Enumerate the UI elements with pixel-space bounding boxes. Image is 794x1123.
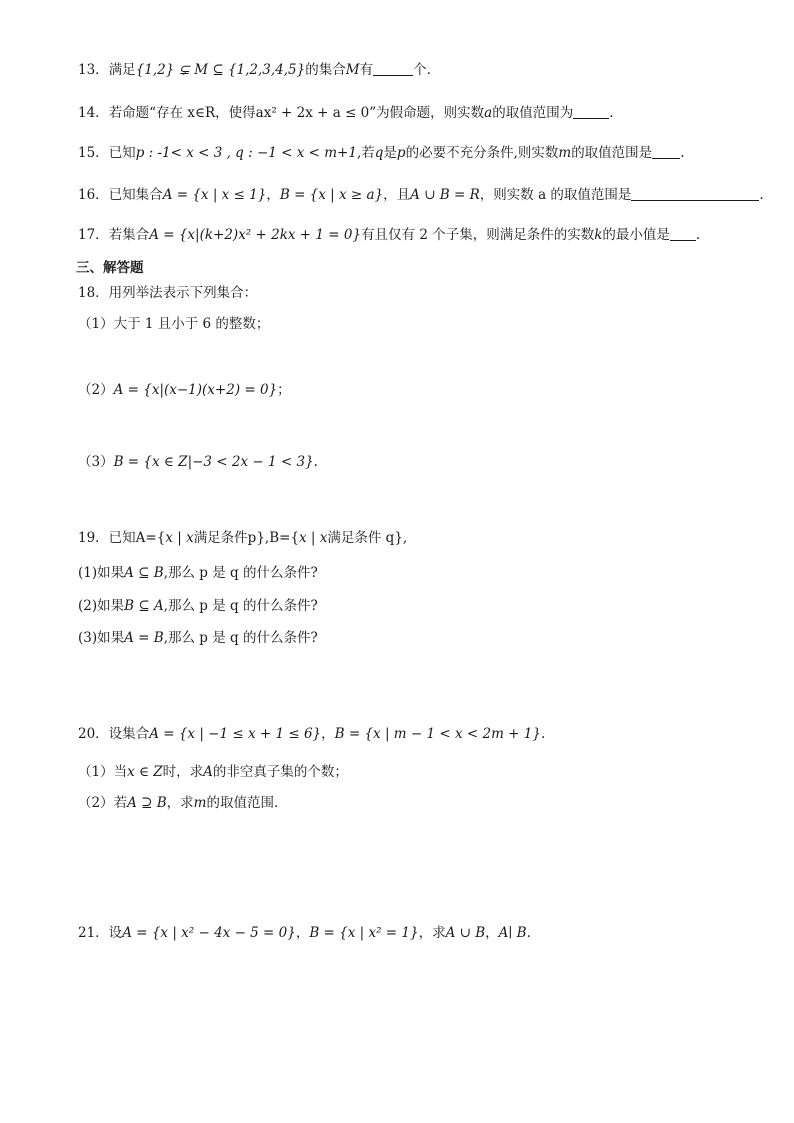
answer-blank[interactable]: [631, 186, 759, 201]
question-text: ，则实数 a 的取值范围是: [479, 187, 632, 203]
question-number: 13．: [78, 62, 109, 78]
question-15: [78, 143, 684, 163]
math-expression: x ∈ Z: [127, 764, 163, 780]
question-text: 的必要不充分条件,则实数: [405, 145, 559, 161]
question-number: 14．: [78, 105, 109, 121]
math-expression: A ∪ B = R: [410, 187, 480, 203]
question-18-stem: 18．用列举法表示下列集合：: [78, 285, 258, 301]
math-expression: A = {x | −1 ≤ x + 1 ≤ 6}: [149, 726, 322, 742]
question-text: ，求: [166, 795, 194, 811]
question-text: .: [609, 105, 614, 121]
question-14: [78, 103, 614, 123]
math-variable: A: [203, 764, 213, 780]
answer-blank[interactable]: [373, 61, 413, 76]
math-expression: B = {x ∈ Z|−3 < 2x − 1 < 3}: [113, 454, 314, 470]
question-text: ,那么 p 是 q 的什么条件?: [163, 630, 318, 646]
math-expression: B = {x | x ≥ a}: [279, 187, 384, 203]
question-text: (1)如果: [78, 565, 125, 581]
question-text: .: [695, 227, 701, 243]
question-text: 是: [383, 145, 397, 161]
question-text: (2)如果: [78, 598, 125, 614]
question-text: 20．设集合: [78, 726, 150, 742]
question-text: ”为假命题，则实数: [369, 105, 485, 121]
question-18-part-2: [78, 380, 291, 400]
section-title: 三、解答题: [76, 260, 144, 276]
question-19-part-2: [78, 596, 318, 616]
answer-blank[interactable]: [652, 144, 680, 159]
question-17: [78, 225, 700, 245]
question-20-part-1: [78, 762, 348, 782]
question-text: (3)如果: [78, 630, 125, 646]
question-text: 个.: [413, 62, 431, 78]
question-text: 19．已知A={: [78, 530, 166, 546]
question-20-stem: [78, 724, 545, 744]
math-expression: A = {x | x ≤ 1}: [162, 187, 267, 203]
math-variable: m: [558, 145, 572, 161]
question-text: 的最小值是: [602, 227, 670, 243]
question-text: 时，求: [162, 764, 204, 780]
question-text: 21．设: [78, 925, 123, 941]
math-expression: A = {x|(x−1)(x+2) = 0}: [113, 382, 278, 398]
math-expression: x | x: [299, 530, 328, 546]
question-text: 已知: [108, 145, 136, 161]
math-expression: A ⊆ B: [124, 565, 164, 581]
question-21: [78, 923, 531, 943]
question-text: ，: [266, 187, 280, 203]
answer-blank[interactable]: [573, 104, 609, 119]
math-variable: p: [396, 145, 406, 161]
math-expression: B ⊆ A: [124, 598, 164, 614]
question-text: 的非空真子集的个数；: [212, 764, 348, 780]
question-20-part-2: [78, 793, 278, 813]
question-text: 的取值范围为: [492, 105, 574, 121]
math-variable: M: [345, 62, 360, 78]
question-19-part-1: [78, 563, 318, 583]
math-variable: m: [193, 795, 207, 811]
answer-blank[interactable]: [670, 226, 696, 241]
question-text: ,那么 p 是 q 的什么条件?: [163, 565, 318, 581]
question-text: ；: [277, 382, 291, 398]
question-number: 15．: [78, 145, 109, 161]
question-text: 有且仅有 2 个子集，则满足条件的实数: [361, 227, 595, 243]
question-text: .: [540, 726, 546, 742]
question-18-part-1: （1）大于 1 且小于 6 的整数；: [78, 316, 270, 332]
question-text: 满足条件p},B={: [193, 530, 300, 546]
math-expression: B = {x | x² = 1}: [309, 925, 419, 941]
question-text: 满足: [108, 62, 136, 78]
question-text: 若集合: [108, 227, 150, 243]
part-label: （3）: [78, 454, 114, 470]
math-expression: A = B: [124, 630, 164, 646]
math-expression: A ⊇ B: [127, 795, 167, 811]
question-text: .: [759, 187, 764, 203]
question-text: ，且: [383, 187, 411, 203]
math-variable: a: [484, 105, 493, 121]
question-text: ，: [295, 925, 310, 941]
question-text: ，: [321, 726, 335, 742]
question-19-part-3: [78, 628, 318, 648]
question-text: （1）当: [78, 764, 128, 780]
question-text: ，求: [418, 925, 446, 941]
math-expression: A∣ B: [498, 925, 527, 941]
question-19-stem: [78, 528, 407, 548]
question-text: 有: [359, 62, 374, 78]
question-text: .: [680, 145, 685, 161]
math-expression: A = {x|(k+2)x² + 2kx + 1 = 0}: [149, 227, 362, 243]
question-text: （2）若: [78, 795, 128, 811]
math-variable: q: [374, 145, 384, 161]
question-text: 已知集合: [108, 187, 163, 203]
question-text: .: [526, 925, 531, 941]
math-expression: x | x: [165, 530, 194, 546]
question-text: ,那么 p 是 q 的什么条件?: [163, 598, 318, 614]
part-label: （2）: [78, 382, 114, 398]
question-number: 16．: [78, 187, 109, 203]
question-text: .: [313, 454, 318, 470]
question-text: 若命题“存在 x∈R，使得: [108, 105, 256, 121]
question-text: 的集合: [305, 62, 346, 78]
question-13: [78, 60, 431, 80]
math-expression: A ∪ B: [445, 925, 486, 941]
question-text: ,若: [356, 145, 375, 161]
question-text: 的取值范围.: [206, 795, 279, 811]
math-expression: B = {x | m − 1 < x < 2m + 1}: [334, 726, 541, 742]
question-16: [78, 185, 764, 205]
math-expression: p : -1< x < 3 , q : −1 < x < m+1: [135, 145, 357, 161]
math-variable: k: [594, 227, 603, 243]
question-text: 满足条件 q},: [327, 530, 408, 546]
math-expression: ax² + 2x + a ≤ 0: [255, 105, 370, 121]
question-18-part-3: [78, 452, 318, 472]
question-text: ，: [485, 925, 499, 941]
math-expression: {1,2} ⊊ M ⊆ {1,2,3,4,5}: [135, 62, 306, 78]
question-number: 17．: [78, 227, 109, 243]
question-text: 的取值范围是: [571, 145, 653, 161]
math-expression: A = {x | x² − 4x − 5 = 0}: [122, 925, 296, 941]
